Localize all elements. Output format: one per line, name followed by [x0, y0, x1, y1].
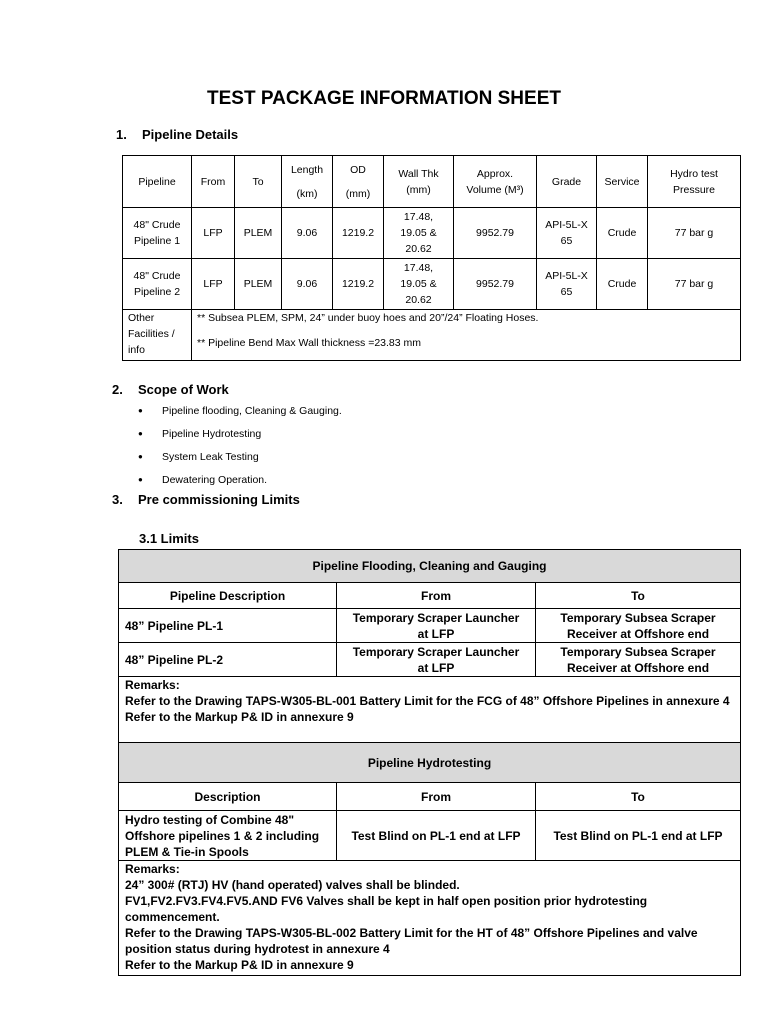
- other-info-line: ** Pipeline Bend Max Wall thickness =23.83 mm: [197, 337, 422, 349]
- limits-table: [118, 549, 741, 976]
- section-label: Pipeline Details: [142, 127, 239, 142]
- cell-to: PLEM: [235, 259, 282, 310]
- subsection-heading-limits: 3.1 Limits: [139, 531, 199, 546]
- remarks-label: Remarks:: [125, 678, 180, 692]
- header-od-label: OD: [350, 163, 366, 176]
- header-wall-label: Wall Thk: [398, 167, 439, 180]
- other-info-line: ** Subsea PLEM, SPM, 24” under buoy hoes and 20”/24” Floating Hoses.: [197, 312, 539, 324]
- table-header-row: [119, 783, 741, 811]
- cell-desc: 48” Pipeline PL-2: [119, 643, 337, 677]
- cell-text: info: [128, 344, 145, 356]
- bullet-icon: ●: [138, 429, 143, 438]
- cell-from: LFP: [192, 208, 235, 259]
- section-heading-limits: [112, 492, 300, 507]
- remark-line: Refer to the Markup P& ID in annexure 9: [125, 710, 354, 724]
- header-to: To: [536, 583, 741, 609]
- cell-text: Receiver at Offshore end: [566, 626, 710, 641]
- cell-text: API-5L-X: [545, 270, 588, 282]
- bullet-icon: ●: [138, 406, 143, 415]
- cell-text: 17.48,: [403, 262, 434, 274]
- header-wall-thk: [384, 156, 454, 208]
- cell-wall: [384, 208, 454, 259]
- cell-text: 48" Crude: [133, 270, 181, 282]
- section-heading-pipeline-details: [116, 127, 238, 142]
- page-title: TEST PACKAGE INFORMATION SHEET: [207, 88, 561, 109]
- table-header-row: [119, 583, 741, 609]
- cell-text: 65: [560, 235, 573, 247]
- cell-pressure: 77 bar g: [648, 208, 741, 259]
- header-grade: Grade: [537, 156, 597, 208]
- remark-line: [125, 925, 734, 957]
- header-to: [235, 156, 282, 208]
- header-length-label: Length: [290, 163, 324, 176]
- cell-other-label: [123, 310, 192, 361]
- section-number: 3.: [112, 492, 123, 507]
- cell-pipeline: [123, 259, 192, 310]
- cell-text: 48" Crude: [133, 219, 181, 231]
- cell-text: Hydro testing of Combine 48": [125, 812, 295, 827]
- cell-length: 9.06: [282, 208, 333, 259]
- cell-from: [337, 643, 536, 677]
- header-volume-label: Approx.: [476, 167, 514, 180]
- list-item-text: System Leak Testing: [162, 450, 259, 463]
- section-heading-scope: [112, 382, 229, 397]
- cell-other-info: [192, 310, 741, 361]
- cell-text: 17.48,: [403, 211, 434, 223]
- drawing-code: TAPS-W305-BL-001: [245, 694, 357, 708]
- list-item: [138, 422, 342, 445]
- header-from: From: [337, 783, 536, 811]
- drawing-code: TAPS-W305-BL-002: [245, 926, 357, 940]
- header-from: From: [337, 583, 536, 609]
- list-item: [138, 445, 342, 468]
- list-item-text: Dewatering Operation.: [162, 473, 268, 486]
- header-description: Pipeline Description: [119, 583, 337, 609]
- header-hydro-line2: Pressure: [672, 183, 715, 196]
- cell-text: 65: [560, 286, 573, 298]
- pipeline-details-table: [122, 155, 741, 361]
- header-length-unit: (km): [296, 187, 318, 200]
- remark-text: Battery Limit for the FCG of 48” Offshore Pipelines in annexure 4: [356, 694, 730, 708]
- cell-from: Test Blind on PL-1 end at LFP: [337, 811, 536, 861]
- table-row: [123, 208, 741, 259]
- band-flooding: Pipeline Flooding, Cleaning and Gauging: [119, 550, 741, 583]
- header-volume-unit: Volume (M³): [466, 183, 524, 196]
- table-remarks-row: [119, 677, 741, 743]
- cell-length: 9.06: [282, 259, 333, 310]
- remark-line: Refer to the Markup P& ID in annexure 9: [125, 958, 354, 972]
- remark-text: Battery Limit for the HT of 48” Offshore Pipelines and valve position status during hydrotest in annexure 4: [125, 926, 698, 956]
- header-to: To: [536, 783, 741, 811]
- cell-od: 1219.2: [333, 259, 384, 310]
- header-length: [282, 156, 333, 208]
- cell-text: Temporary Scraper Launcher: [352, 644, 520, 659]
- remark-line: [125, 693, 734, 709]
- cell-volume: 9952.79: [454, 259, 537, 310]
- cell-text: 19.05 &: [400, 278, 437, 290]
- cell-pressure: 77 bar g: [648, 259, 741, 310]
- table-header-row: [123, 156, 741, 208]
- cell-service: Crude: [597, 208, 648, 259]
- section-number: 2.: [112, 382, 123, 397]
- table-row: [123, 259, 741, 310]
- cell-text: Pipeline 2: [133, 286, 181, 298]
- remarks-flooding: [119, 677, 741, 743]
- cell-text: Temporary Subsea Scraper: [560, 644, 716, 659]
- remarks-hydro: [119, 861, 741, 976]
- header-od-unit: (mm): [345, 187, 371, 200]
- cell-service: Crude: [597, 259, 648, 310]
- cell-text: API-5L-X: [545, 219, 588, 231]
- list-item-text: Pipeline Hydrotesting: [162, 427, 262, 440]
- table-row: [119, 643, 741, 677]
- cell-grade: [537, 208, 597, 259]
- list-item-text: Pipeline flooding, Cleaning & Gauging.: [162, 404, 342, 417]
- scope-list: [138, 399, 342, 491]
- table-row-other-facilities: [123, 310, 741, 361]
- section-label: Pre commissioning Limits: [138, 492, 300, 507]
- cell-to: Test Blind on PL-1 end at LFP: [536, 811, 741, 861]
- header-description: Description: [119, 783, 337, 811]
- header-hydro-line1: Hydro test: [670, 167, 718, 180]
- table-remarks-row: [119, 861, 741, 976]
- remark-text: Refer to the Drawing: [125, 694, 246, 708]
- remark-line: FV1,FV2.FV3.FV4.FV5.AND FV6 Valves shall be kept in half open position prior hydrotesting commencement.: [125, 894, 648, 924]
- cell-to: [536, 643, 741, 677]
- header-service: Service: [597, 156, 648, 208]
- section-number: 1.: [116, 127, 127, 142]
- table-band-row: [119, 743, 741, 783]
- cell-desc: 48” Pipeline PL-1: [119, 609, 337, 643]
- cell-text: Temporary Scraper Launcher: [352, 610, 520, 625]
- remark-line: 24” 300# (RTJ) HV (hand operated) valves shall be blinded.: [125, 878, 460, 892]
- cell-pipeline: [123, 208, 192, 259]
- cell-to: PLEM: [235, 208, 282, 259]
- cell-text: PLEM & Tie-in Spools: [125, 844, 249, 859]
- header-to-text: To: [252, 175, 264, 188]
- cell-text: at LFP: [417, 626, 455, 641]
- table-row: [119, 609, 741, 643]
- cell-to: [536, 609, 741, 643]
- cell-text: 19.05 &: [400, 227, 437, 239]
- header-volume: [454, 156, 537, 208]
- cell-text: Receiver at Offshore end: [566, 660, 710, 675]
- band-hydro: Pipeline Hydrotesting: [119, 743, 741, 783]
- cell-wall: [384, 259, 454, 310]
- header-hydro: [648, 156, 741, 208]
- cell-from: [337, 609, 536, 643]
- remarks-label: Remarks:: [125, 862, 180, 876]
- cell-grade: [537, 259, 597, 310]
- remark-text: Refer to the Drawing: [125, 926, 246, 940]
- header-od: [333, 156, 384, 208]
- cell-text: at LFP: [417, 660, 455, 675]
- list-item: [138, 468, 342, 491]
- header-pipeline: Pipeline: [123, 156, 192, 208]
- header-wall-unit: (mm): [406, 183, 431, 196]
- cell-text: Offshore pipelines 1 & 2 including: [125, 828, 320, 843]
- section-label: Scope of Work: [138, 382, 229, 397]
- header-from: From: [192, 156, 235, 208]
- cell-text: Temporary Subsea Scraper: [560, 610, 716, 625]
- table-row: [119, 811, 741, 861]
- cell-text: 20.62: [405, 294, 432, 306]
- cell-desc: [119, 811, 337, 861]
- cell-text: Facilities /: [128, 328, 175, 340]
- cell-od: 1219.2: [333, 208, 384, 259]
- cell-text: Pipeline 1: [133, 235, 181, 247]
- cell-text: 20.62: [405, 243, 432, 255]
- bullet-icon: ●: [138, 475, 143, 484]
- cell-text: Other: [128, 312, 155, 324]
- cell-volume: 9952.79: [454, 208, 537, 259]
- table-band-row: [119, 550, 741, 583]
- bullet-icon: ●: [138, 452, 143, 461]
- cell-from: LFP: [192, 259, 235, 310]
- list-item: [138, 399, 342, 422]
